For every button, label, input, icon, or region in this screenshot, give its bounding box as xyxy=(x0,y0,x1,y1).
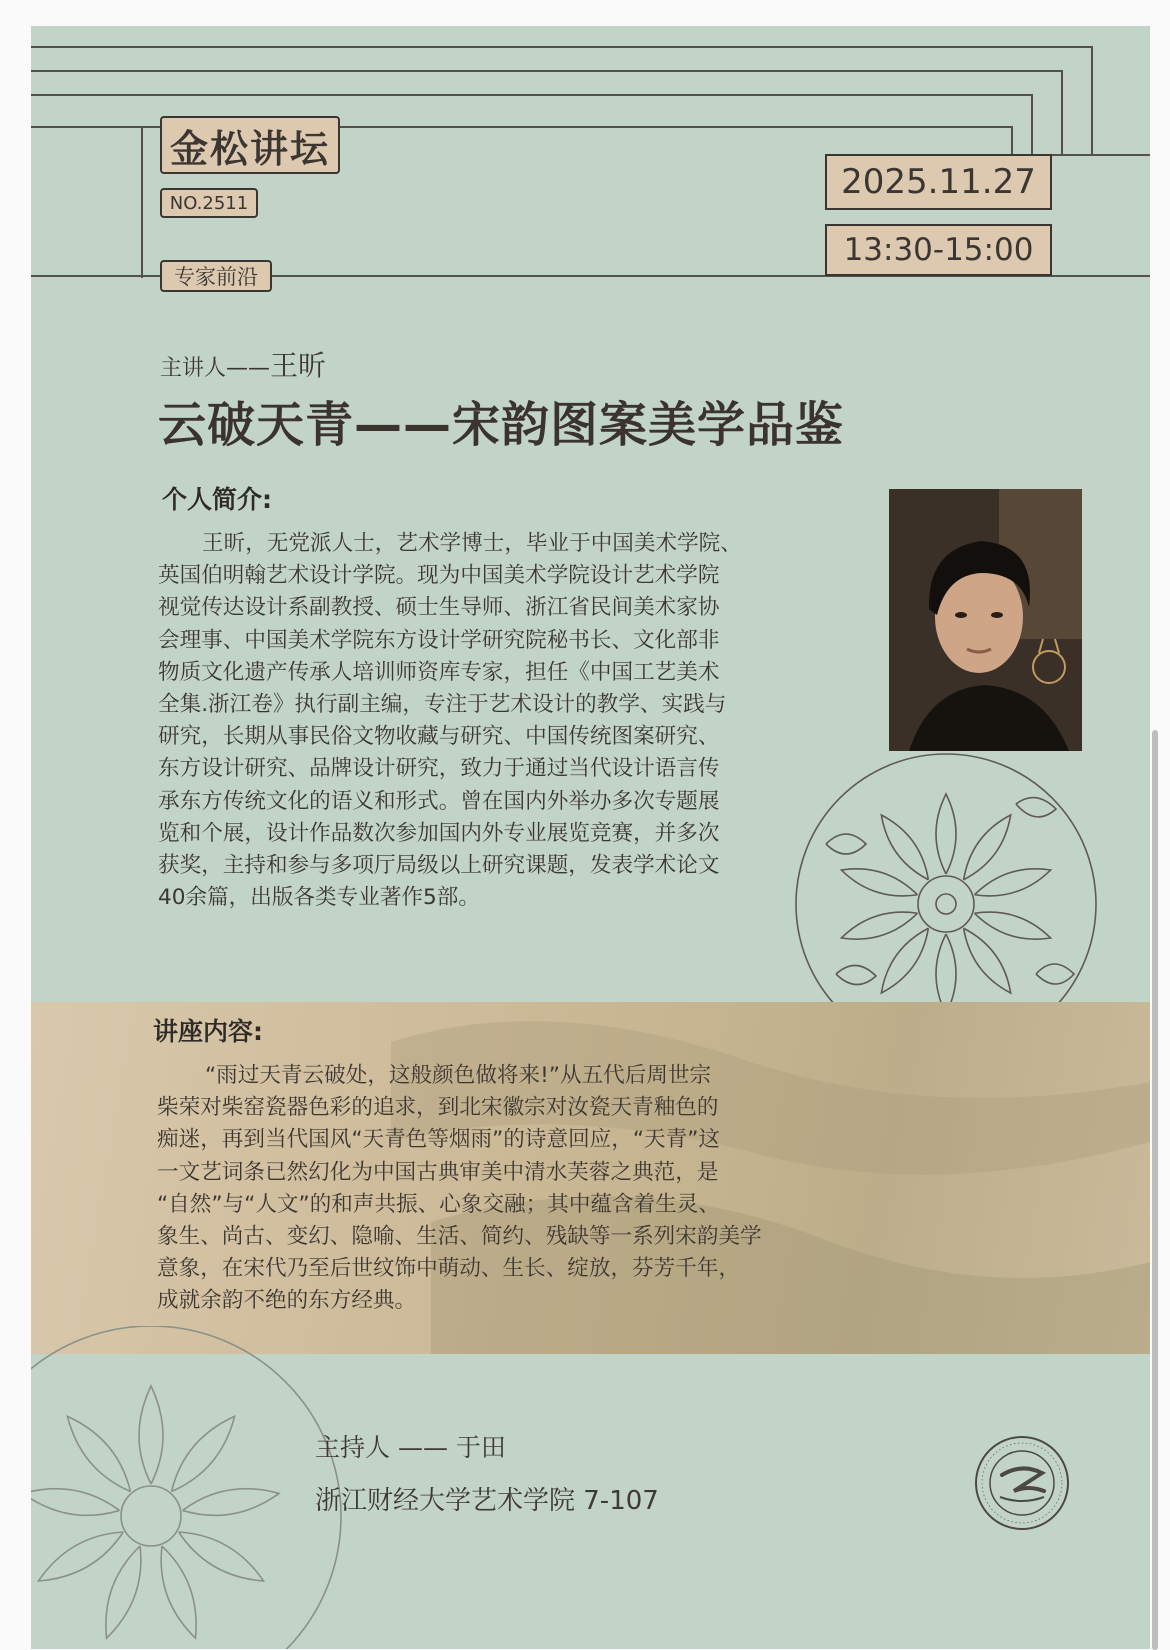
content-text xyxy=(157,1060,817,1318)
content-line: “雨过天青云破处，这般颜色做将来!”从五代后周世宗 xyxy=(205,1063,712,1088)
content-line: 成就余韵不绝的东方经典。 xyxy=(157,1288,417,1314)
bio-line: 会理事、中国美术学院东方设计学研究院秘书长、文化部非 xyxy=(158,627,720,653)
bio-line: 英国伯明翰艺术设计学院。现为中国美术学院设计艺术学院 xyxy=(158,563,720,589)
content-line: 象生、尚古、变幻、隐喻、生活、简约、残缺等一系列宋韵美学 xyxy=(157,1224,762,1250)
poster xyxy=(31,26,1150,1649)
frame-line-top-2 xyxy=(31,70,1061,72)
bio-heading: 个人简介: xyxy=(162,485,272,514)
category-tag: 专家前沿 xyxy=(160,260,272,292)
date-tag: 2025.11.27 xyxy=(825,154,1052,210)
frame-line-vert-4 xyxy=(1011,126,1013,156)
portrait-illustration xyxy=(889,489,1082,751)
bio-text xyxy=(158,528,808,914)
bio-line: 物质文化遗产传承人培训师资库专家，担任《中国工艺美术 xyxy=(158,659,720,685)
frame-line-left-vert xyxy=(141,128,143,278)
content-line: 一文艺词条已然幻化为中国古典审美中清水芙蓉之典范，是 xyxy=(157,1159,719,1185)
frame-line-top-3 xyxy=(31,94,1031,96)
frame-line-vert-2 xyxy=(1061,70,1063,156)
bio-line: 览和个展，设计作品数次参加国内外专业展览竞赛，并多次 xyxy=(158,820,720,846)
speaker-label: 主讲人—— xyxy=(160,356,271,381)
series-title-tag: 金松讲坛 xyxy=(160,116,340,174)
college-emblem-logo xyxy=(972,1433,1072,1533)
bio-line: 全集.浙江卷》执行副主编，专注于艺术设计的教学、实践与 xyxy=(158,692,727,718)
lecture-title: 云破天青——宋韵图案美学品鉴 xyxy=(158,397,845,453)
speaker-name: 王昕 xyxy=(270,349,327,382)
content-line: 意象，在宋代乃至后世纹饰中萌动、生长、绽放，芬芳千年， xyxy=(157,1256,741,1282)
content-line: “自然”与“人文”的和声共振、心象交融；其中蕴含着生灵、 xyxy=(157,1191,720,1217)
speaker-line xyxy=(160,344,326,384)
bio-line: 视觉传达设计系副教授、硕士生导师、浙江省民间美术家协 xyxy=(158,595,720,621)
speaker-photo xyxy=(889,489,1082,751)
content-line: 痴迷，再到当代国风“天青色等烟雨”的诗意回应，“天青”这 xyxy=(157,1127,720,1153)
frame-line-vert-3 xyxy=(1031,94,1033,156)
bio-line: 东方设计研究、品牌设计研究，致力于通过当代设计语言传 xyxy=(158,756,720,782)
bio-line: 获奖，主持和参与多项厅局级以上研究课题，发表学术论文 xyxy=(158,853,720,879)
bio-line: 40余篇，出版各类专业著作5部。 xyxy=(158,885,480,911)
host-line: 主持人 —— 于田 xyxy=(315,1433,506,1462)
bio-line: 研究，长期从事民俗文物收藏与研究、中国传统图案研究、 xyxy=(158,724,720,750)
issue-number-tag: NO.2511 xyxy=(160,188,258,218)
frame-line-vert-1 xyxy=(1091,46,1093,156)
venue-line: 浙江财经大学艺术学院 7-107 xyxy=(315,1486,659,1516)
frame-line-top-1 xyxy=(31,46,1091,48)
scrollbar[interactable] xyxy=(1152,730,1158,1650)
time-tag: 13:30-15:00 xyxy=(825,224,1052,276)
bio-line: 王昕，无党派人士，艺术学博士，毕业于中国美术学院、 xyxy=(202,531,742,556)
content-line: 柴荣对柴窑瓷器色彩的追求，到北宋徽宗对汝瓷天青釉色的 xyxy=(157,1095,719,1121)
bio-line: 承东方传统文化的语义和形式。曾在国内外举办多次专题展 xyxy=(158,788,720,814)
content-heading: 讲座内容: xyxy=(153,1017,263,1046)
